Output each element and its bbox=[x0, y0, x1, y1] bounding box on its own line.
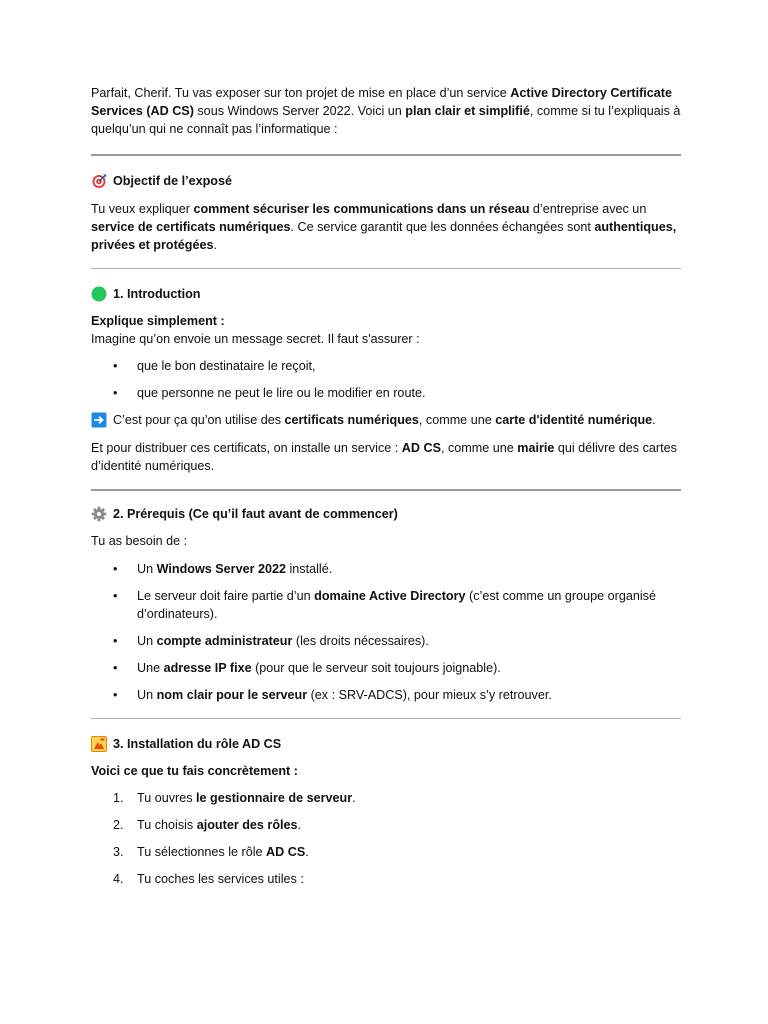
separator bbox=[91, 154, 681, 156]
list-item: • que personne ne peut le lire ou le modifier en route. bbox=[113, 386, 426, 400]
list-item: • Une adresse IP fixe (pour que le serveur soit toujours joignable). bbox=[113, 661, 501, 675]
gear-icon bbox=[91, 506, 107, 522]
list-item: • Un compte administrateur (les droits nécessaires). bbox=[113, 634, 429, 648]
introduction-bullets bbox=[91, 357, 681, 402]
list-item: 3. Tu sélectionnes le rôle AD CS. bbox=[113, 845, 309, 859]
installation-lead: Voici ce que tu fais concrètement : bbox=[91, 764, 298, 778]
bullet: • bbox=[113, 634, 118, 648]
list-item: 1. Tu ouvres le gestionnaire de serveur. bbox=[113, 791, 356, 805]
section-title: 3. Installation du rôle AD CS bbox=[113, 737, 282, 751]
arrow-paragraph: C’est pour ça qu’on utilise des certificats numériques, comme une carte d'identité numérique. bbox=[91, 411, 681, 429]
list-item: • Un nom clair pour le serveur (ex : SRV-ADCS), pour mieux s’y retrouver. bbox=[113, 688, 552, 702]
bullet: • bbox=[113, 589, 118, 603]
green-circle-icon bbox=[91, 286, 107, 302]
list-item: 2. Tu choisis ajouter des rôles. bbox=[113, 818, 302, 832]
prerequis-list bbox=[91, 560, 681, 704]
bullet: • bbox=[113, 562, 118, 576]
list-item: • Le serveur doit faire partie d’un domaine Active Directory (c’est comme un groupe organisé d’ordinateurs). bbox=[113, 589, 656, 621]
section-title: Objectif de l’exposé bbox=[113, 174, 232, 188]
list-item: • Un Windows Server 2022 installé. bbox=[113, 562, 333, 576]
installation-steps bbox=[91, 789, 681, 888]
section-title: 2. Prérequis (Ce qu’il faut avant de commencer) bbox=[113, 507, 398, 521]
introduction-lead: Imagine qu’on envoie un message secret. Il faut s'assurer : bbox=[91, 332, 420, 346]
bullet: • bbox=[113, 386, 118, 400]
intro-paragraph: Parfait, Cherif. Tu vas exposer sur ton projet de mise en place d’un service Active Directory Certificate Services (AD CS) sous Windows Server 2022. Voici un plan clair et simplifié, comme si tu l’expliquais à quelqu’un qui ne connaît pas l’informatique : bbox=[91, 86, 681, 136]
target-icon bbox=[91, 173, 107, 189]
section-heading-installation bbox=[91, 735, 681, 753]
separator bbox=[91, 718, 681, 719]
separator bbox=[91, 268, 681, 269]
list-item: 4. Tu coches les services utiles : bbox=[113, 872, 304, 886]
section-heading-objectif bbox=[91, 172, 681, 190]
list-item: • que le bon destinataire le reçoit, bbox=[113, 359, 316, 373]
explique-label: Explique simplement : bbox=[91, 314, 225, 328]
bullet: • bbox=[113, 688, 118, 702]
right-arrow-icon bbox=[91, 412, 107, 428]
bullet: • bbox=[113, 661, 118, 675]
prerequis-lead: Tu as besoin de : bbox=[91, 534, 188, 548]
section-title: 1. Introduction bbox=[113, 287, 201, 301]
section-heading-prerequis bbox=[91, 505, 681, 523]
objectif-paragraph: Tu veux expliquer comment sécuriser les communications dans un réseau d’entreprise avec un service de certificats numériques. Ce service garantit que les données échangées sont authentiques, privées et protégées. bbox=[91, 202, 677, 252]
ad-cs-paragraph: Et pour distribuer ces certificats, on installe un service : AD CS, comme une mairie qui délivre des cartes d’identité numériques. bbox=[91, 441, 677, 473]
separator bbox=[91, 489, 681, 491]
section-heading-introduction bbox=[91, 285, 681, 303]
document-content bbox=[91, 84, 681, 888]
bullet: • bbox=[113, 359, 118, 373]
construction-icon bbox=[91, 736, 107, 752]
